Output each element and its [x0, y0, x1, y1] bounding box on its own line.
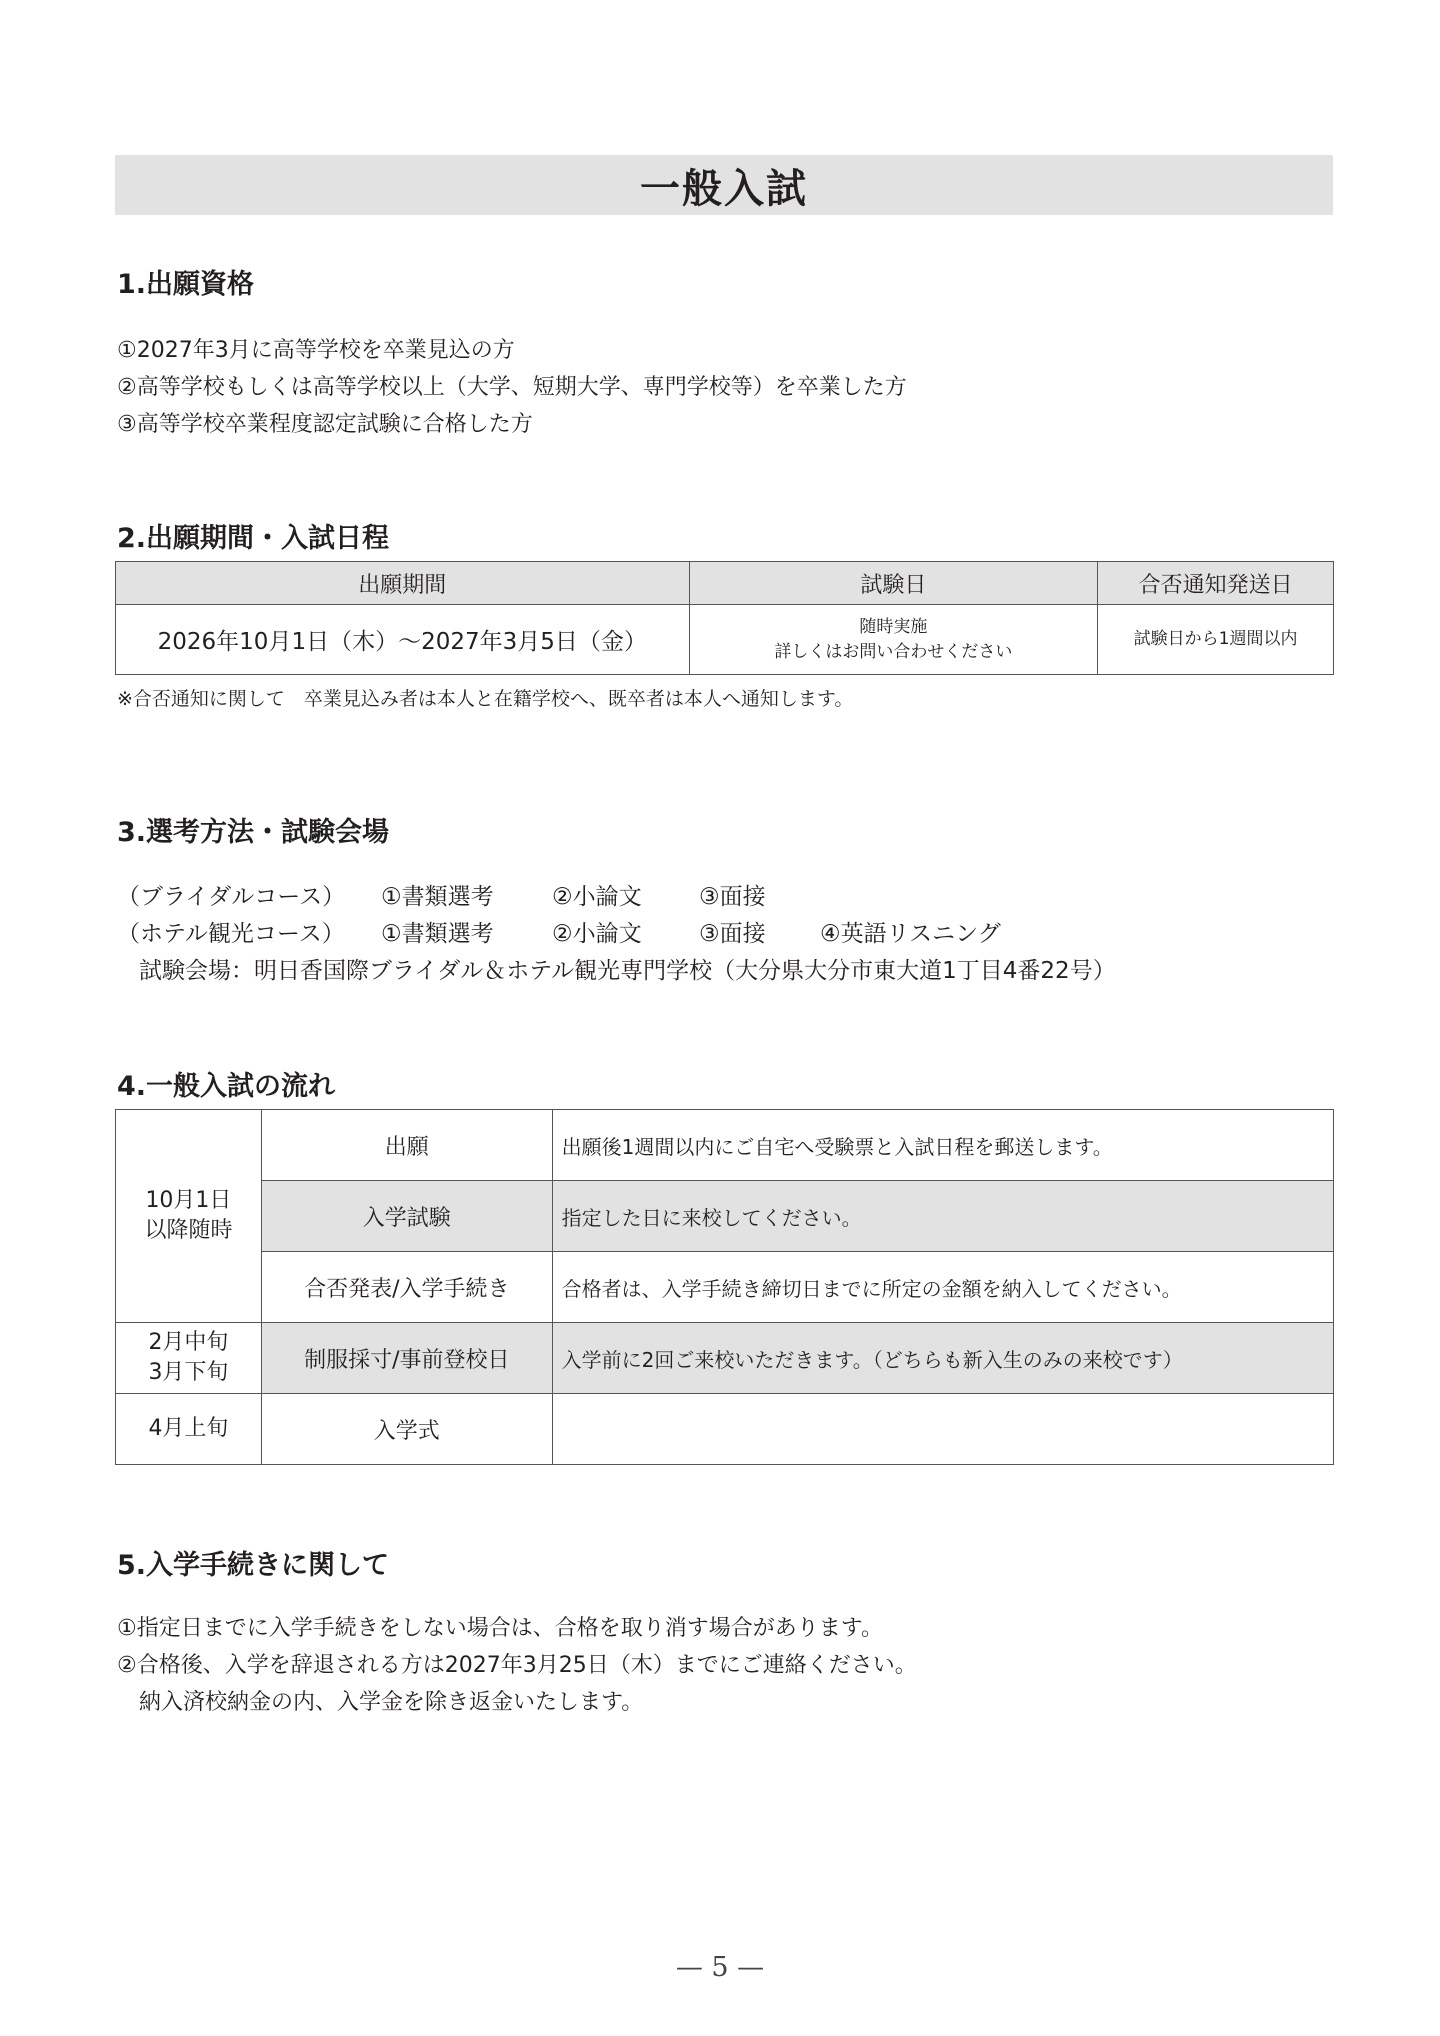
procedure-list — [117, 1610, 917, 1721]
desc-cell — [552, 1394, 1333, 1465]
period-line: 4月上旬 — [148, 1416, 229, 1441]
method-item: ②小論文 — [552, 884, 642, 910]
section5-heading: 5.入学手続きに関して — [117, 1550, 390, 1581]
period-line: 10月1日 — [145, 1188, 232, 1213]
exam-venue: 試験会場：明日香国際ブライダル＆ホテル観光専門学校（大分県大分市東大道1丁目4番22号） — [139, 958, 1116, 984]
desc-cell: 指定した日に来校してください。 — [552, 1181, 1333, 1252]
period-cell — [116, 1394, 262, 1465]
header-notice: 合否通知発送日 — [1098, 562, 1334, 605]
section4-heading: 4.一般入試の流れ — [117, 1071, 336, 1102]
method-item: ④英語リスニング — [820, 921, 1001, 947]
list-item: ③高等学校卒業程度認定試験に合格した方 — [117, 412, 533, 437]
step-cell: 合否発表/入学手続き — [261, 1252, 552, 1323]
exam-day-line: 随時実施 — [859, 616, 928, 637]
schedule-table — [115, 561, 1334, 675]
desc-cell: 入学前に2回ご来校いただきます。（どちらも新入生のみの来校です） — [552, 1323, 1333, 1394]
header-exam-day: 試験日 — [689, 562, 1098, 605]
table-row — [116, 1110, 1334, 1181]
course-label: （ホテル観光コース） — [117, 921, 345, 947]
list-item: ①指定日までに入学手続きをしない場合は、合格を取り消す場合があります。 — [117, 1616, 883, 1641]
table-row — [116, 1181, 1334, 1252]
method-item: ③面接 — [699, 884, 766, 910]
application-period: 2026年10月1日（木）～2027年3月5日（金） — [116, 605, 690, 675]
notice-note: ※合否通知に関して 卒業見込み者は本人と在籍学校へ、既卒者は本人へ通知します。 — [117, 688, 854, 710]
table-row — [116, 1252, 1334, 1323]
section3-heading: 3.選考方法・試験会場 — [117, 817, 390, 848]
page-title: 一般入試 — [640, 165, 808, 212]
desc-cell: 合格者は、入学手続き締切日までに所定の金額を納入してください。 — [552, 1252, 1333, 1323]
list-item: ②高等学校もしくは高等学校以上（大学、短期大学、専門学校等）を卒業した方 — [117, 375, 907, 400]
desc-cell: 出願後1週間以内にご自宅へ受験票と入試日程を郵送します。 — [552, 1110, 1333, 1181]
list-item: ①2027年3月に高等学校を卒業見込の方 — [117, 338, 515, 363]
list-item: 納入済校納金の内、入学金を除き返金いたします。 — [117, 1690, 644, 1715]
table-row — [116, 1323, 1334, 1394]
period-line: 3月下旬 — [148, 1360, 229, 1385]
period-cell — [116, 1110, 262, 1323]
section2-heading: 2.出願期間・入試日程 — [117, 523, 390, 554]
flow-table — [115, 1109, 1334, 1465]
table-row — [116, 1394, 1334, 1465]
method-item: ①書類選考 — [381, 921, 494, 947]
exam-day — [689, 605, 1098, 675]
period-line: 以降随時 — [144, 1218, 233, 1243]
course-label: （ブライダルコース） — [117, 884, 346, 910]
header-period: 出願期間 — [116, 562, 690, 605]
method-item: ②小論文 — [552, 921, 642, 947]
step-cell: 入学試験 — [261, 1181, 552, 1252]
method-item: ③面接 — [699, 921, 766, 947]
notice-date: 試験日から1週間以内 — [1098, 605, 1334, 675]
step-cell: 制服採寸/事前登校日 — [261, 1323, 552, 1394]
section1-heading: 1.出願資格 — [117, 269, 255, 300]
method-item: ①書類選考 — [381, 884, 494, 910]
title-bar — [115, 155, 1333, 215]
period-cell — [116, 1323, 262, 1394]
period-line: 2月中旬 — [148, 1330, 229, 1355]
page-number: — 5 — — [675, 1952, 765, 1983]
step-cell: 出願 — [261, 1110, 552, 1181]
list-item: ②合格後、入学を辞退される方は2027年3月25日（木）までにご連絡ください。 — [117, 1653, 917, 1678]
step-cell: 入学式 — [261, 1394, 552, 1465]
exam-day-line: 詳しくはお問い合わせください — [774, 641, 1013, 662]
qualification-list — [117, 332, 907, 443]
